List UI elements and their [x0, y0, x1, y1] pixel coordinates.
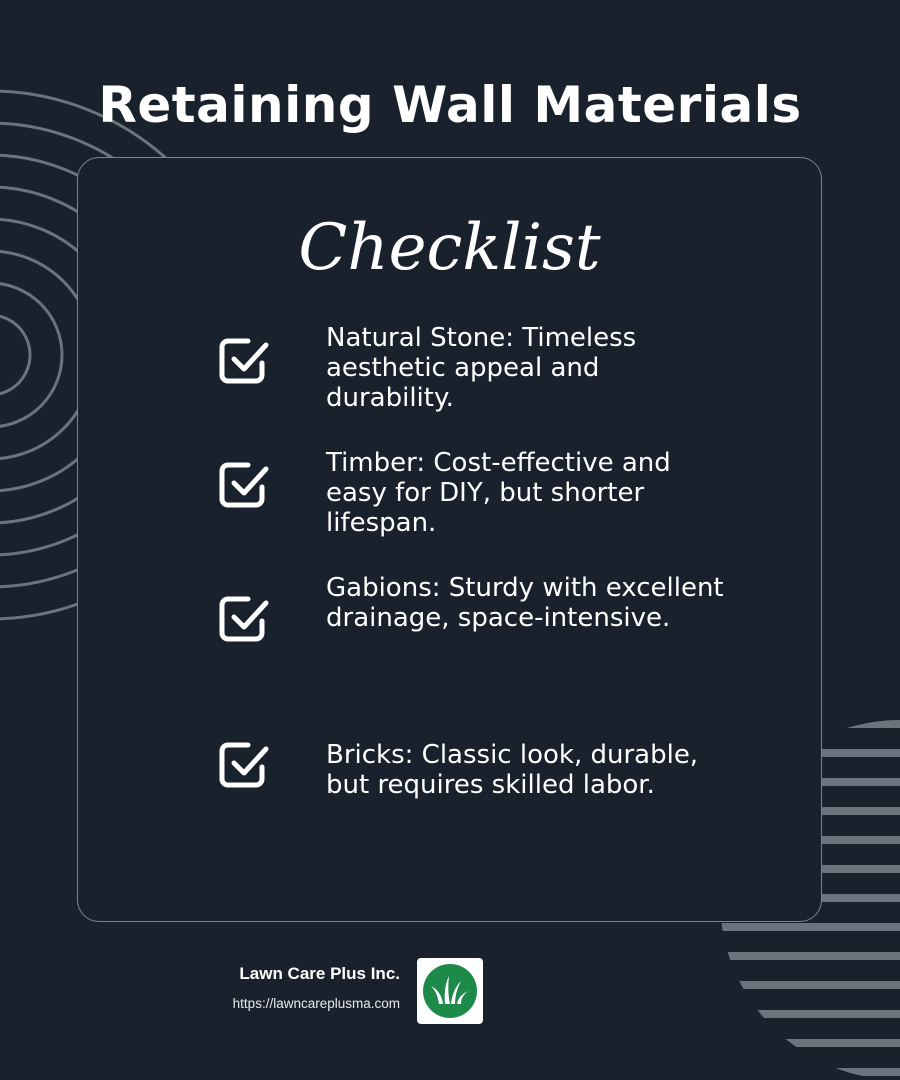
- checklist-item: [78, 323, 821, 423]
- checkbox-checked-icon: [212, 329, 276, 393]
- checklist-item: [78, 573, 821, 683]
- checkbox-checked-icon: [212, 453, 276, 517]
- company-name: Lawn Care Plus Inc.: [239, 964, 400, 983]
- checklist-item: [78, 733, 821, 833]
- checkbox-checked-icon: [212, 587, 276, 651]
- checkbox-checked-icon: [212, 733, 276, 797]
- company-url[interactable]: https://lawncareplusma.com: [232, 996, 400, 1011]
- checklist-item-text: Bricks: Classic look, durable, but requires skilled labor.: [326, 740, 699, 800]
- page-title: Retaining Wall Materials: [98, 76, 802, 134]
- checklist-item-text: Natural Stone: Timeless aesthetic appeal and durability.: [326, 323, 637, 413]
- checklist-item-text: Gabions: Sturdy with excellent drainage, space-intensive.: [326, 573, 724, 633]
- checklist-item: [78, 448, 821, 553]
- checklist-item-text: Timber: Cost-effective and easy for DIY, but shorter lifespan.: [326, 448, 671, 538]
- checklist-heading: Checklist: [298, 211, 601, 285]
- company-logo: [417, 958, 483, 1024]
- grass-logo-icon: [417, 958, 483, 1024]
- checklist-card: [77, 157, 822, 922]
